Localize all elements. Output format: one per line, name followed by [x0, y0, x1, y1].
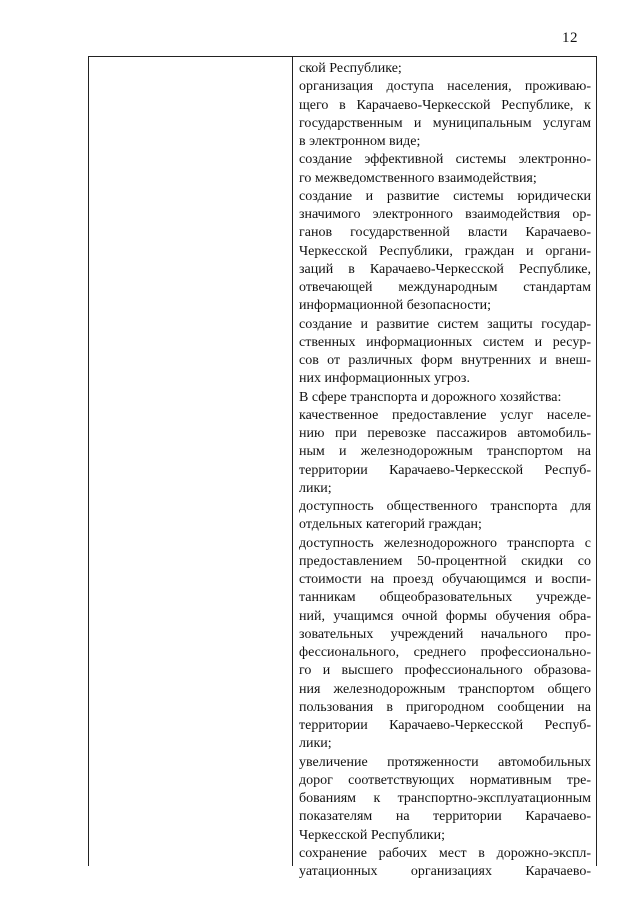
text-line: качественное предоставление услуг населе- [299, 407, 591, 423]
text-line: информационной безопасности; [299, 298, 492, 314]
text-line: нию при перевозке пассажиров автомобиль- [299, 426, 591, 441]
column-divider [292, 57, 293, 866]
text-line: показателям на территории Карачаево- [299, 809, 591, 825]
text-line: заций в Карачаево-Черкесской Республике, [299, 261, 591, 277]
text-line: фессионального, среднего профессионально- [299, 645, 591, 660]
text-line: бованиям к транспортно-эксплуатационным [299, 791, 591, 806]
text-line: ганов государственной власти Карачаево- [299, 225, 591, 241]
text-line: ской Республике; [299, 61, 402, 76]
text-line: увеличение протяженности автомобильных [299, 754, 591, 770]
document-table [88, 56, 597, 879]
text-line: территории Карачаево-Черкесской Респуб- [299, 462, 591, 478]
text-line: создание эффективной системы электронно- [299, 152, 591, 168]
text-line: Черкесской Республики; [299, 827, 445, 843]
text-line: пользования в пригородном сообщении на [299, 699, 591, 715]
text-line: Черкесской Республики, граждан и органи- [299, 243, 591, 259]
text-line: танникам общеобразовательных учрежде- [299, 590, 591, 606]
text-line: территории Карачаево-Черкесской Респуб- [299, 718, 591, 733]
text-line: них информационных угроз. [299, 371, 470, 387]
text-line: ния железнодорожным транспортом общего [299, 681, 591, 697]
text-line: доступность железнодорожного транспорта с [299, 535, 591, 551]
text-line: доступность общественного транспорта для [299, 499, 591, 514]
text-line: в электронном виде; [299, 134, 421, 149]
text-line: го межведомственного взаимодействия; [299, 170, 537, 186]
text-line: зовательных учреждений начального про- [299, 626, 591, 642]
text-line: сов от различных форм внутренних и внеш- [299, 353, 591, 368]
text-line: создание и развитие систем защиты государ- [299, 316, 591, 332]
page-number: 12 [562, 30, 578, 46]
text-line: стоимости на проезд обучающимся и воспи- [299, 572, 591, 587]
text-line: отдельных категорий граждан; [299, 517, 482, 533]
text-line: лики; [299, 480, 332, 496]
table-cell-right-text [299, 60, 591, 881]
text-line: сохранение рабочих мест в дорожно-экспл- [299, 845, 591, 861]
text-line: ний, учащимся очной формы обучения обра- [299, 608, 591, 624]
text-line: щего в Карачаево-Черкесской Республике, к [299, 97, 591, 113]
text-line: отвечающей международным стандартам [299, 280, 591, 295]
text-line: государственным и муниципальным услугам [299, 115, 591, 131]
text-line: го и высшего профессионального образова- [299, 663, 591, 679]
text-line: ным и железнодорожным транспортом на [299, 444, 591, 460]
text-line: предоставлением 50-процентной скидки со [299, 553, 591, 569]
text-line: дорог соответствующих нормативным тре- [299, 772, 591, 788]
text-line: организация доступа населения, проживаю- [299, 79, 591, 95]
text-line: В сфере транспорта и дорожного хозяйства: [299, 389, 562, 405]
text-line: лики; [299, 736, 332, 752]
text-line: создание и развитие системы юридически [299, 188, 591, 204]
text-line: ственных информационных систем и ресур- [299, 334, 591, 350]
text-line: уатационных организациях Карачаево- [299, 864, 591, 879]
text-line: значимого электронного взаимодействия ор- [299, 207, 591, 222]
